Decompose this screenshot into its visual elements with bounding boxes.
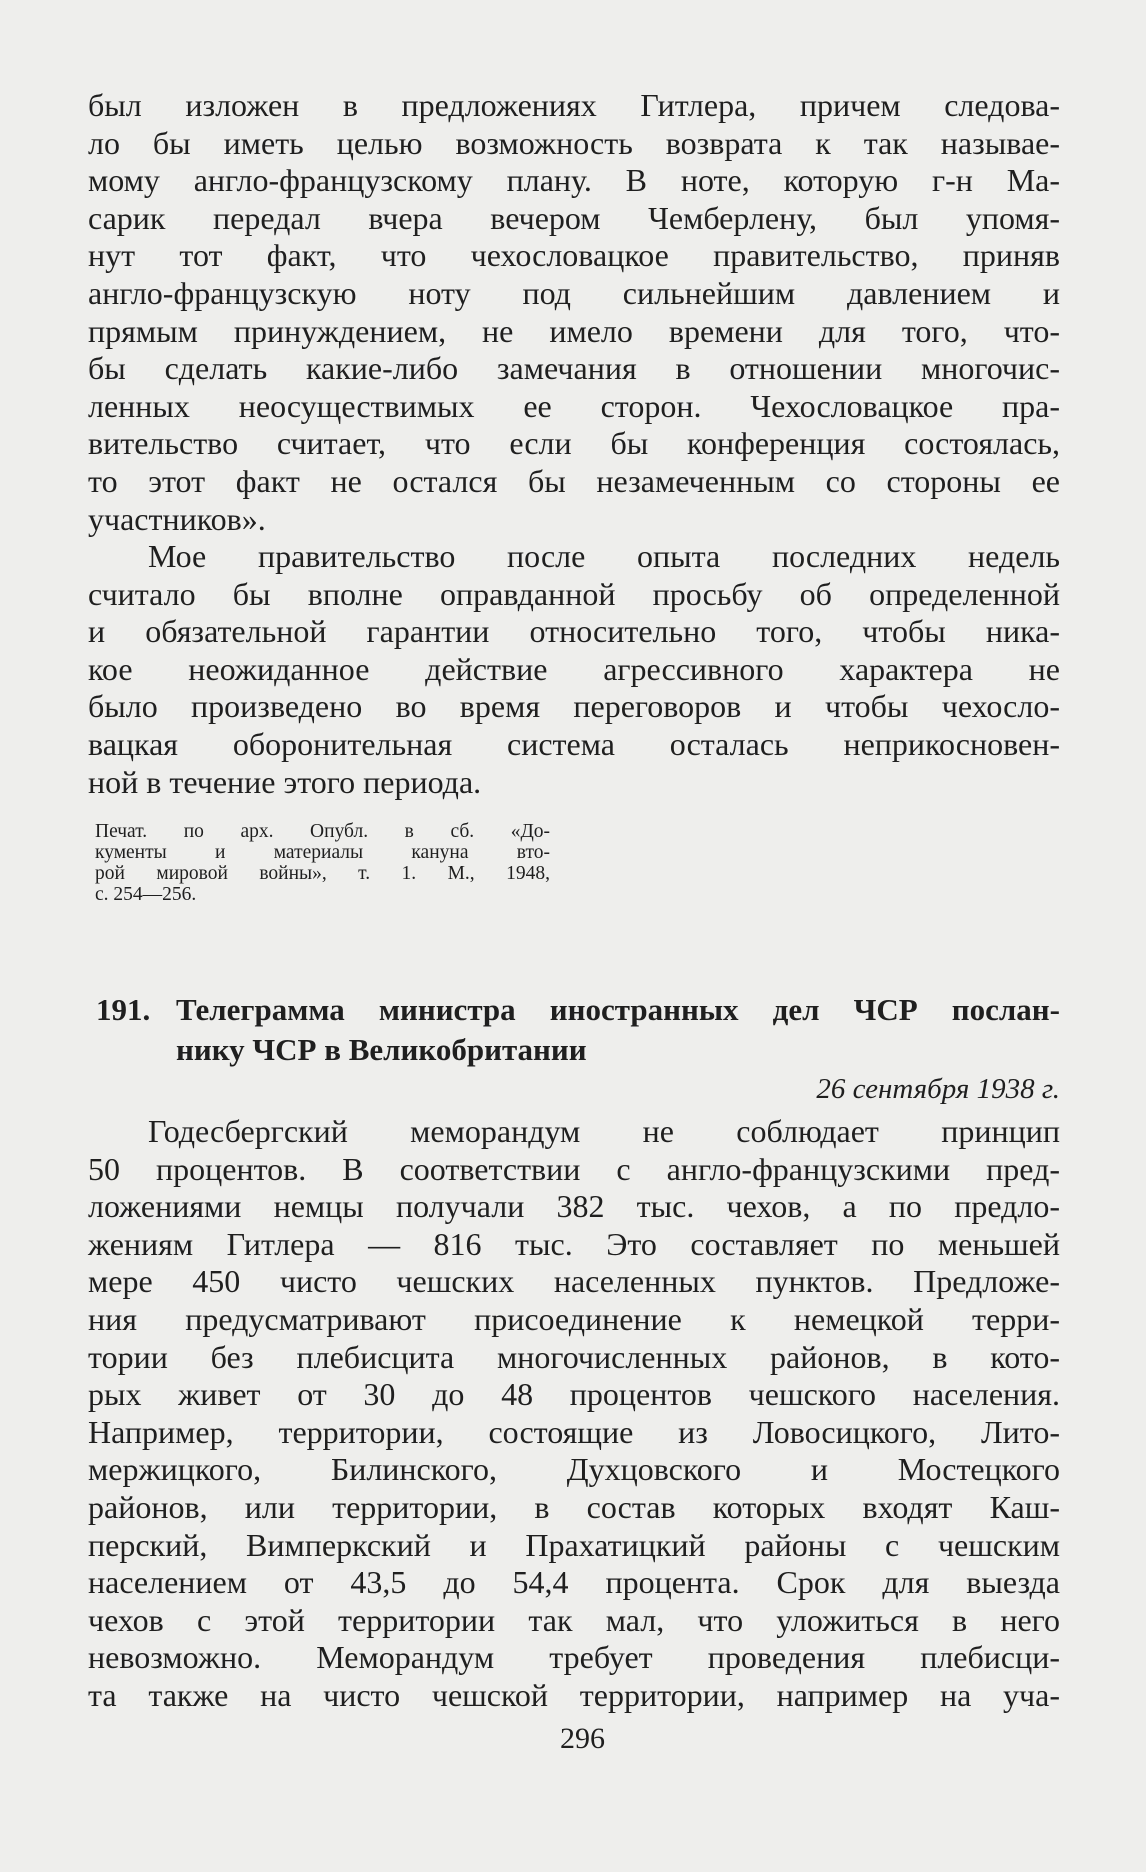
- text-line: мержицкого, Билинского, Духцовского и Мостецкого: [88, 1451, 1060, 1488]
- footnote-line: рой мировой войны», т. 1. М., 1948,: [95, 863, 550, 884]
- text-line: вительство считает, что если бы конференция состоялась,: [88, 425, 1060, 462]
- text-line: было произведено во время переговоров и чтобы чехосло-: [88, 688, 1060, 725]
- text-line: ленных неосуществимых ее сторон. Чехословацкое пра-: [88, 387, 1060, 424]
- text-line: участников».: [88, 500, 266, 537]
- text-line: населением от 43,5 до 54,4 процента. Срок для выезда: [88, 1564, 1060, 1601]
- text-line: кое неожиданное действие агрессивного характера не: [88, 650, 1060, 687]
- source-footnote: [95, 821, 550, 905]
- page-number: 296: [560, 1722, 605, 1755]
- text-line: считало бы вполне оправданной просьбу об определенной: [88, 575, 1060, 612]
- text-line: мере 450 чисто чешских населенных пунктов. Предложе-: [88, 1263, 1060, 1300]
- text-line: то этот факт не остался бы незамеченным со стороны ее: [88, 462, 1060, 499]
- text-line: районов, или территории, в состав которых входят Каш-: [88, 1488, 1060, 1525]
- text-line: перский, Вимперкский и Прахатицкий районы с чешским: [88, 1526, 1060, 1563]
- footnote-line: с. 254—256.: [95, 884, 197, 905]
- footnote-line: кументы и материалы кануна вто-: [95, 842, 550, 863]
- text-line: ложениями немцы получали 382 тыс. чехов, а по предло-: [88, 1188, 1060, 1225]
- text-line: мому англо-французскому плану. В ноте, которую г-н Ма-: [88, 162, 1060, 199]
- text-line: Годесбергский меморандум не соблюдает принцип: [148, 1113, 1060, 1149]
- text-line: англо-французскую ноту под сильнейшим давлением и: [88, 274, 1060, 311]
- text-line: ло бы иметь целью возможность возврата к так называе-: [88, 124, 1060, 161]
- document-title-line: нику ЧСР в Великобритании: [176, 1032, 587, 1067]
- text-line: Например, территории, состоящие из Ловосицкого, Лито-: [88, 1413, 1060, 1450]
- text-line: тории без плебисцита многочисленных районов, в кото-: [88, 1338, 1060, 1375]
- text-line: был изложен в предложениях Гитлера, причем следова-: [88, 87, 1060, 123]
- paragraph-government-request: [88, 538, 1060, 801]
- document-heading: [96, 990, 1060, 1070]
- text-line: прямым принуждением, не имело времени для того, что-: [88, 312, 1060, 349]
- document-date: 26 сентября 1938 г.: [816, 1073, 1060, 1105]
- document-title-line: Телеграмма министра иностранных дел ЧСР послан-: [176, 992, 1060, 1027]
- text-line: рых живет от 30 до 48 процентов чешского населения.: [88, 1376, 1060, 1413]
- paragraph-quote-end: [88, 87, 1060, 538]
- text-line: сарик передал вчера вечером Чемберлену, был упомя-: [88, 199, 1060, 236]
- text-line: невозможно. Меморандум требует проведения плебисци-: [88, 1639, 1060, 1676]
- text-line: жениям Гитлера — 816 тыс. Это составляет по меньшей: [88, 1225, 1060, 1262]
- text-line: ния предусматривают присоединение к немецкой терри-: [88, 1300, 1060, 1337]
- text-line: бы сделать какие-либо замечания в отношении многочис-: [88, 350, 1060, 387]
- text-line: ной в течение этого периода.: [88, 763, 482, 800]
- text-line: нут тот факт, что чехословацкое правительство, приняв: [88, 237, 1060, 274]
- paragraph-godesberg-memorandum: [88, 1113, 1060, 1715]
- footnote-line: Печат. по арх. Опубл. в сб. «До-: [95, 821, 550, 842]
- text-line: 50 процентов. В соответствии с англо-французскими пред-: [88, 1150, 1060, 1187]
- text-line: Мое правительство после опыта последних недель: [148, 538, 1060, 574]
- text-line: и обязательной гарантии относительно того, чтобы ника-: [88, 613, 1060, 650]
- text-line: вацкая оборонительная система осталась неприкосновен-: [88, 725, 1060, 762]
- text-line: та также на чисто чешской территории, например на уча-: [88, 1676, 1060, 1713]
- document-number: 191.: [96, 992, 151, 1027]
- text-line: чехов с этой территории так мал, что уложиться в него: [88, 1601, 1060, 1638]
